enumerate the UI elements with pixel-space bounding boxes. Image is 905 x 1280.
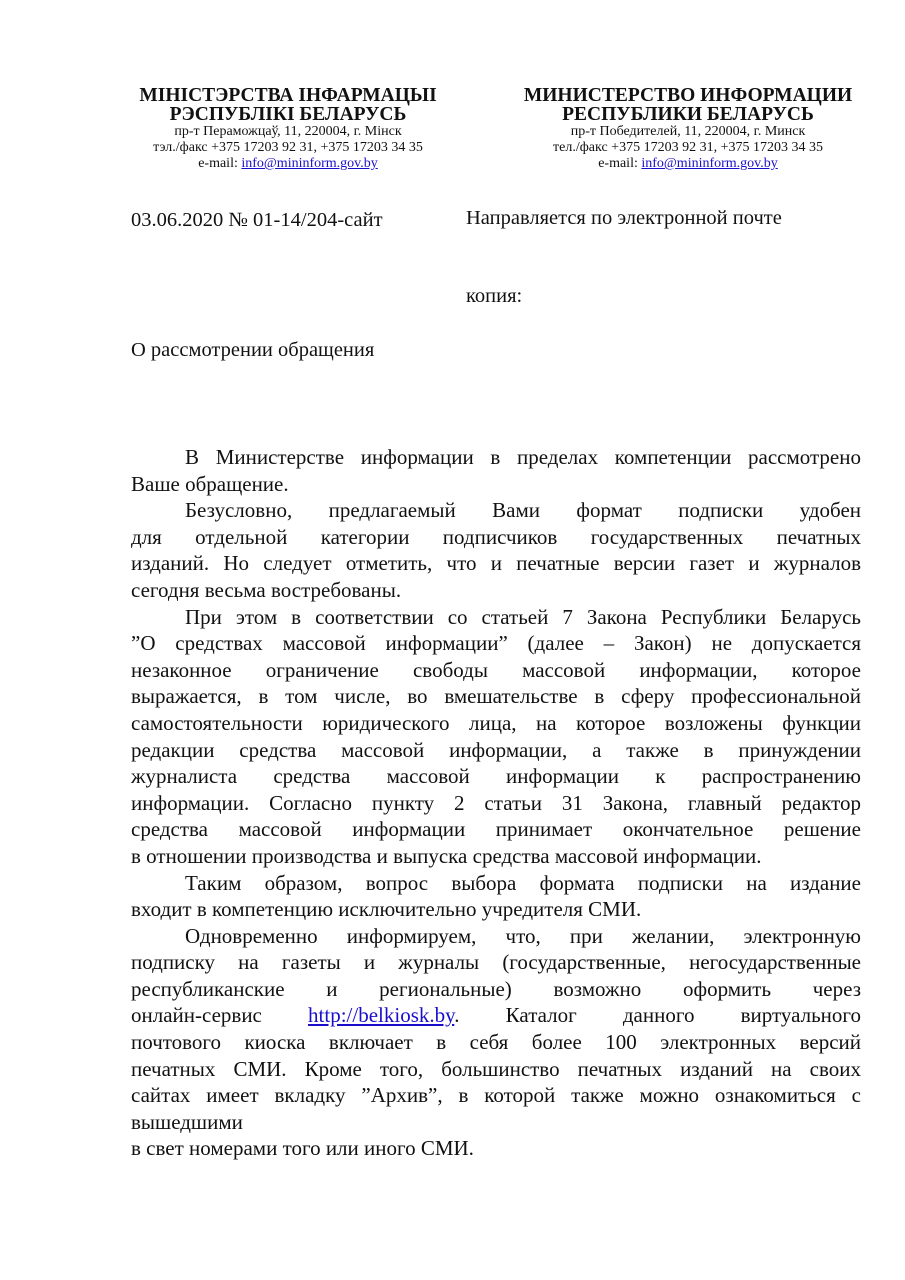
- text-line: При этом в соответствии со статьей 7 Закона Республики Беларусь: [185, 604, 861, 629]
- text-line: В Министерстве информации в пределах компетенции рассмотрено: [185, 445, 861, 469]
- phone-by: тэл./факс +375 17203 92 31, +375 17203 34 35: [153, 140, 423, 155]
- text-line: [131, 1002, 861, 1029]
- ministry-name-ru: МИНИСТЕРСТВО ИНФОРМАЦИИ: [523, 85, 853, 106]
- text-line: незаконное ограничение свободы массовой информации, которое: [131, 657, 861, 682]
- text-line: Ваше обращение.: [131, 471, 289, 496]
- text-line: изданий. Но следует отметить, что и печатные версии газет и журналов: [131, 551, 861, 576]
- republic-name-ru: РЕСПУБЛИКИ БЕЛАРУСЬ: [562, 104, 814, 125]
- text-line: подписку на газеты и журналы (государственные, негосударственные: [131, 950, 861, 975]
- delivery-note: Направляется по электронной почте: [466, 207, 782, 229]
- text-line: ”О средствах массовой информации” (далее – Закон) не допускается: [131, 631, 861, 656]
- belkiosk-link[interactable]: http://belkiosk.by: [308, 1003, 455, 1028]
- paragraph: [131, 870, 861, 923]
- paragraph: [131, 444, 861, 497]
- paragraph: [131, 1135, 861, 1162]
- text-line: редакции средства массовой информации, а также в принуждении: [131, 737, 861, 762]
- email-link[interactable]: info@mininform.gov.by: [641, 156, 778, 171]
- letterhead-russian: [498, 86, 878, 172]
- text-segment: онлайн-сервис: [131, 1003, 309, 1028]
- text-line: для отдельной категории подписчиков государственных печатных: [131, 524, 861, 549]
- text-line: самостоятельности юридического лица, на которое возложены функции: [131, 710, 861, 735]
- paragraph: [131, 923, 861, 1136]
- email-link[interactable]: info@mininform.gov.by: [241, 156, 378, 171]
- letterhead-belarusian: [98, 86, 478, 172]
- copy-label: копия:: [466, 285, 523, 307]
- text-line: сайтах имеет вкладку ”Архив”, в которой также можно ознакомиться с: [131, 1083, 861, 1108]
- text-line: печатных СМИ. Кроме того, большинство печатных изданий на своих: [131, 1056, 861, 1081]
- text-line: сегодня весьма востребованы.: [131, 577, 402, 602]
- text-line: информации. Согласно пункту 2 статьи 31 Закона, главный редактор: [131, 790, 861, 815]
- text-line: в отношении производства и выпуска средства массовой информации.: [131, 843, 762, 868]
- text-line: вышедшими: [131, 1109, 243, 1134]
- ministry-name-by: МІНІСТЭРСТВА ІНФАРМАЦЫІ: [139, 85, 437, 106]
- reference-number: 03.06.2020 № 01-14/204-сайт: [131, 209, 383, 231]
- text-line: входит в компетенцию исключительно учредителя СМИ.: [131, 897, 642, 922]
- text-line: Таким образом, вопрос выбора формата подписки на издание: [185, 870, 861, 895]
- address-by: пр-т Пераможцаў, 11, 220004, г. Мінск: [174, 124, 402, 139]
- republic-name-by: РЭСПУБЛІКІ БЕЛАРУСЬ: [169, 104, 407, 125]
- phone-ru: тел./факс +375 17203 92 31, +375 17203 34 35: [553, 140, 823, 155]
- text-line: средства массовой информации принимает окончательное решение: [131, 817, 861, 842]
- text-line: в свет номерами того или иного СМИ.: [131, 1136, 474, 1161]
- text-segment: . Каталог данного виртуального: [454, 1003, 861, 1028]
- text-line: Одновременно информируем, что, при желании, электронную: [185, 923, 861, 948]
- text-line: Безусловно, предлагаемый Вами формат подписки удобен: [185, 498, 861, 523]
- subject-line: О рассмотрении обращения: [131, 339, 375, 361]
- paragraph: [131, 604, 861, 870]
- text-line: республиканские и региональные) возможно оформить через: [131, 976, 861, 1001]
- email-label: e-mail:: [598, 156, 642, 171]
- text-line: почтового киоска включает в себя более 100 электронных версий: [131, 1030, 861, 1055]
- text-line: журналиста средства массовой информации к распространению: [131, 764, 861, 789]
- address-ru: пр-т Победителей, 11, 220004, г. Минск: [570, 124, 806, 139]
- letter-body: [131, 444, 861, 1162]
- email-label: e-mail:: [198, 156, 242, 171]
- text-line: выражается, в том числе, во вмешательстве в сферу профессиональной: [131, 684, 861, 709]
- paragraph: [131, 497, 861, 603]
